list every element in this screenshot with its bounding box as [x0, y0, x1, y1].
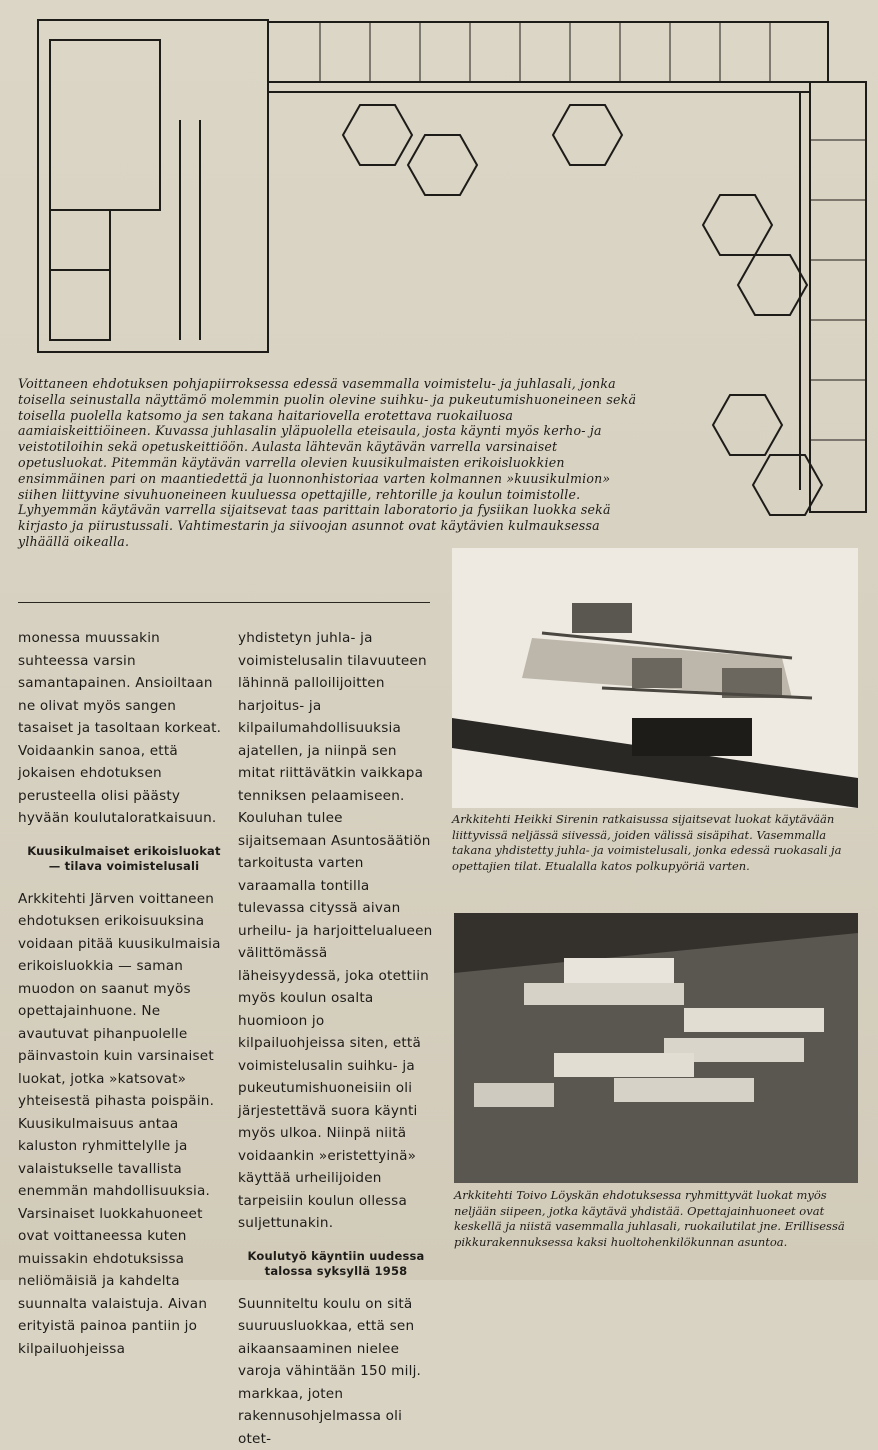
model-photo-loyska — [454, 913, 858, 1183]
photo2-caption — [454, 1188, 864, 1250]
model-photo-siren — [452, 548, 858, 808]
article-column-1 — [18, 627, 230, 1360]
section-heading-hexagonal-classes — [18, 844, 230, 874]
section-heading-line-1: Koulutyö käyntiin uudessa — [238, 1249, 434, 1264]
floor-plan-caption-text: Voittaneen ehdotuksen pohjapiirroksessa edessä vasemmalla voimistelu- ja juhlasali, jonka toisella seinustalla näyttämö molemmin puolin olevine suihku- ja pukeutumishuoneineen sekä toisella puolella katsomo ja sen takana haitariovella erotettava ruokailuosa aamiaiskeittiöineen. Kuvassa juhlasalin yläpuolella eteisaula, josta käynti myös kerho- ja veistotiloihin sekä opetuskeittiöön. Aulasta lähtevän käytävän varrella varsinaiset opetusluokat. Pitemmän käytävän varrella olevien kuusikulmaisten erikoisluokkien ensimmäinen pari on maantiedettä ja luonnonhistoriaa varten kolmannen »kuusikulmion» siihen liittyvine sivuhuoneineen kuuluessa opettajille, rehtorille ja koulun toimistolle. Lyhyemmän käytävän varrella sijaitsevat taas parittain laboratorio ja fysiikan luokka sekä kirjasto ja piirustussali. Vahtimestarin ja siivoojan asunnot ovat käytävien kulmauksessa ylhäällä oikealla. — [18, 376, 638, 550]
column1-intro: monessa muussakin suhteessa varsin samantapainen. Ansioiltaan ne olivat myös sangen tasaiset ja tasoltaan korkeat. Voidaankin sanoa, että jokaisen ehdotuksen perusteella olisi päästy hyvään koulutaloratkaisuun. — [18, 627, 230, 830]
photo1-caption-body: Arkkitehti Heikki Sirenin ratkaisussa sijaitsevat luokat käytävään liittyvissä neljässä siivessä, joiden välissä sisäpihat. Vasemmalla takana yhdistetty juhla- ja voimistelusali, jonka edessä ruokasali ja opettajien tilat. Etualalla katos polkupyöriä varten. — [452, 812, 862, 874]
floor-plan-caption — [18, 376, 638, 550]
section-heading-line-2: — tilava voimistelusali — [18, 859, 230, 874]
column2-body-2: Suunniteltu koulu on sitä suuruusluokkaa, että sen aikaansaaminen nielee varoja vähintään 150 milj. markkaa, joten rakennusohjelmassa oli otet- — [238, 1293, 434, 1450]
photo1-caption — [452, 812, 862, 874]
photo2-caption-text: Arkkitehti Toivo Löyskän ehdotuksessa ryhmittyvät luokat myös neljään siipeen, jotka käytävä yhdistää. Opettajainhuoneet ovat keskellä ja niistä vasemmalla juhlasali, ruokailutilat jne. Erillisessä pikkurakennuksessa kaksi huoltohenkilökunnan asuntoa. — [454, 1188, 864, 1250]
section-heading-line-2: talossa syksyllä 1958 — [238, 1264, 434, 1279]
column2-body: yhdistetyn juhla- ja voimistelusalin tilavuuteen lähinnä palloilijoitten harjoitus- ja kilpailumahdollisuuksia ajatellen, ja niinpä sen mitat riittävätkin vaikkapa tenniksen pelaamiseen. Kouluhan tulee sijaitsemaan Asuntosäätiön tarkoitusta varten varaamalla tontilla tulevassa cityssä aivan urheilu- ja harjoittelualueen välittömässä läheisyydessä, joka otettiin myös koulun osalta huomioon jo kilpailuohjeissa siten, että voimistelusalin suihku- ja pukeutumishuoneisiin oli järjestettävä suora käynti myös ulkoa. Niinpä niitä voidaankin »eristettyinä» käyttää urheilijoiden tarpeisiin koulun ollessa suljettunakin. — [238, 627, 434, 1235]
section-heading-line-1: Kuusikulmaiset erikoisluokat — [18, 844, 230, 859]
column1-body: Arkkitehti Järven voittaneen ehdotuksen erikoisuuksina voidaan pitää kuusikulmaisia erikoisluokkia — saman muodon on saanut myös opettajainhuone. Ne avautuvat pihanpuolelle päinvastoin kuin varsinaiset luokat, jotka »katsovat» yhteisestä pihasta poispäin. Kuusikulmaisuus antaa kaluston ryhmittelylle ja valaistukselle tavallista enemmän mahdollisuuksia. Varsinaiset luokkahuoneet ovat voittaneessa kuten muissakin ehdotuksissa neliömäisiä ja kahdelta suunnalta valaistuja. Aivan erityistä painoa pantiin jo kilpailuohjeissa — [18, 888, 230, 1361]
section-divider — [18, 602, 430, 603]
article-column-2 — [238, 627, 434, 1450]
section-heading-school-start — [238, 1249, 434, 1279]
